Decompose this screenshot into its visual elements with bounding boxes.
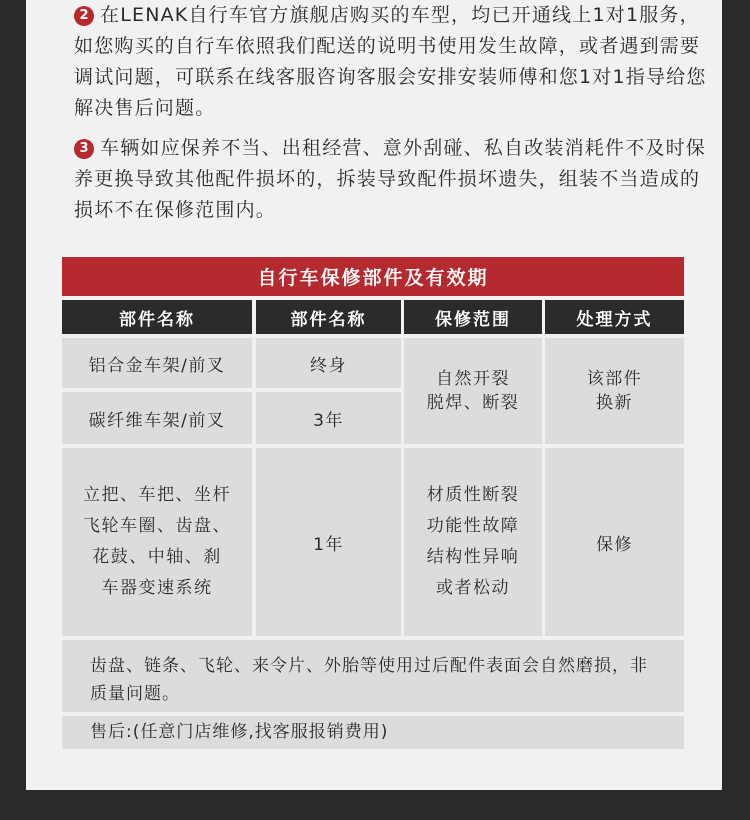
cell-part-carbon: 碳纤维车架/前叉 bbox=[62, 392, 252, 444]
intro-item-2 bbox=[74, 0, 714, 124]
cell-scope-frame: 自然开裂 脱焊、断裂 bbox=[404, 338, 542, 444]
intro-item-2-text: 在LENAK自行车官方旗舰店购买的车型，均已开通线上1对1服务，如您购买的自行车依照我们配送的说明书使用发生故障，或者遇到需要调试问题，可联系在线客服咨询客服会安排安装师傅和您1对1指导给您解决售后问题。 bbox=[74, 4, 707, 119]
cell-part-alloy: 铝合金车架/前叉 bbox=[62, 338, 252, 388]
cell-period-components: 1年 bbox=[256, 448, 401, 636]
intro-item-3 bbox=[74, 133, 714, 226]
cell-period-alloy: 终身 bbox=[256, 338, 401, 388]
header-part-name-2: 部件名称 bbox=[256, 300, 401, 334]
wear-note: 齿盘、链条、飞轮、来令片、外胎等使用过后配件表面会自然磨损，非质量问题。 bbox=[62, 640, 684, 712]
cell-period-carbon: 3年 bbox=[256, 392, 401, 444]
header-scope: 保修范围 bbox=[404, 300, 542, 334]
cell-action-frame: 该部件 换新 bbox=[545, 338, 684, 444]
number-badge-3: 3 bbox=[74, 139, 94, 159]
cell-part-components: 立把、车把、坐杆 飞轮车圈、齿盘、 花鼓、中轴、刹 车器变速系统 bbox=[62, 448, 252, 636]
table-title: 自行车保修部件及有效期 bbox=[62, 257, 684, 296]
after-sales-note: 售后:(任意门店维修,找客服报销费用) bbox=[62, 716, 684, 749]
number-badge-2: 2 bbox=[74, 6, 94, 26]
cell-scope-components: 材质性断裂 功能性故障 结构性异响 或者松动 bbox=[404, 448, 542, 636]
cell-action-components: 保修 bbox=[545, 448, 684, 636]
header-action: 处理方式 bbox=[545, 300, 684, 334]
intro-item-3-text: 车辆如应保养不当、出租经营、意外刮碰、私自改装消耗件不及时保养更换导致其他配件损坏的，拆装导致配件损坏遗失，组装不当造成的损坏不在保修范围内。 bbox=[74, 137, 707, 221]
header-part-name: 部件名称 bbox=[62, 300, 252, 334]
